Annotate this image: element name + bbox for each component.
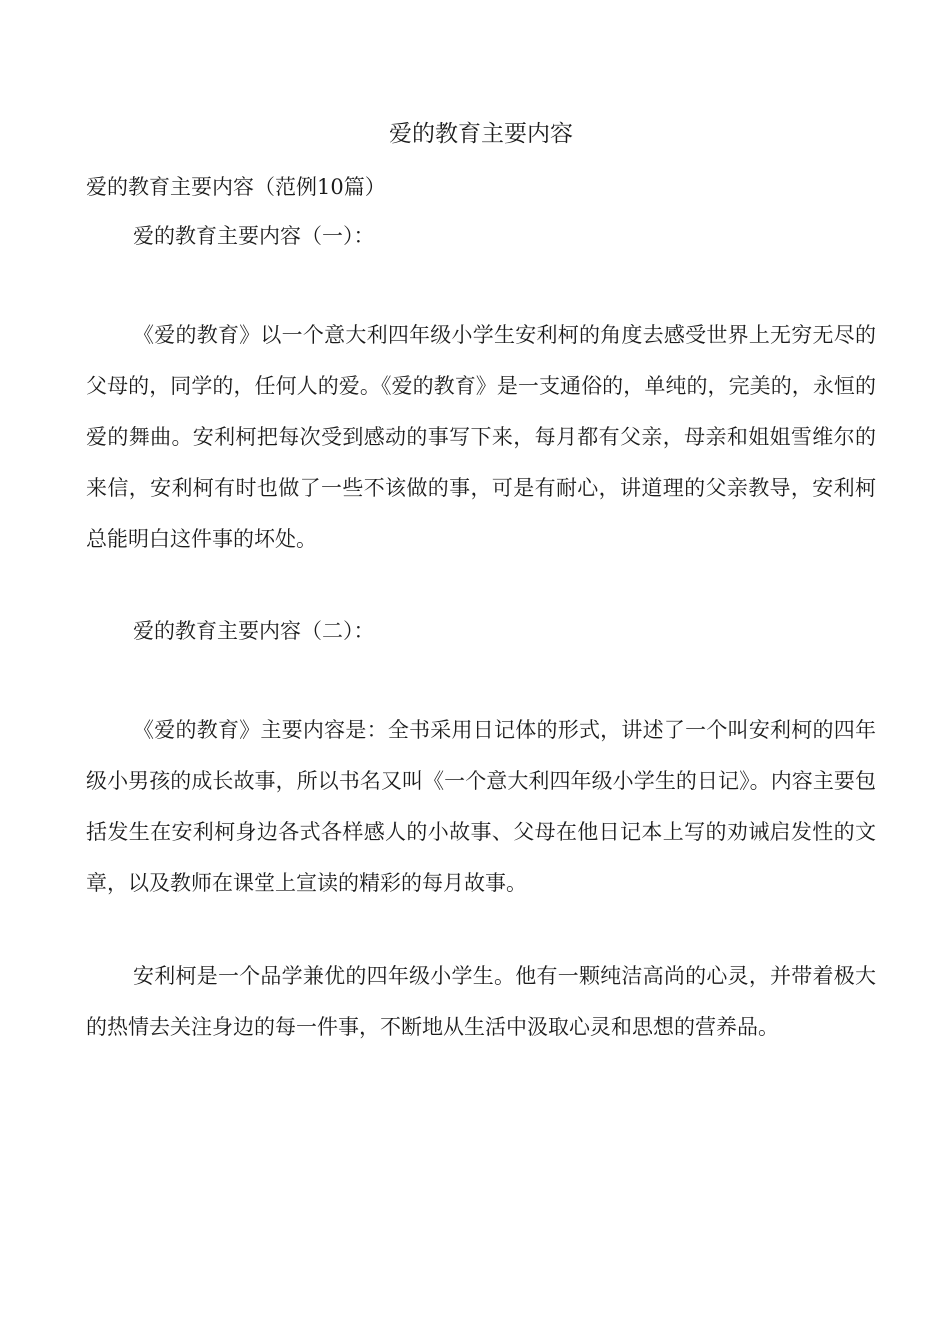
paragraph-2: 《爱的教育》主要内容是：全书采用日记体的形式，讲述了一个叫安利柯的四年级小男孩的成长故事，所以书名又叫《一个意大利四年级小学生的日记》。内容主要包括发生在安利柯身边各式各样感人的小故事、父母在他日记本上写的劝诫启发性的文章，以及教师在课堂上宣读的精彩的每月故事。 bbox=[86, 718, 876, 895]
section-heading-2: 爱的教育主要内容（二）： bbox=[133, 619, 375, 643]
document-title: 爱的教育主要内容 bbox=[389, 121, 573, 147]
paragraph-1: 《爱的教育》以一个意大利四年级小学生安利柯的角度去感受世界上无穷无尽的父母的，同学的，任何人的爱。《爱的教育》是一支通俗的，单纯的，完美的，永恒的爱的舞曲。安利柯把每次受到感动的事写下来，每月都有父亲，母亲和姐姐雪维尔的来信，安利柯有时也做了一些不该做的事，可是有耐心，讲道理的父亲教导，安利柯总能明白这件事的坏处。 bbox=[86, 323, 876, 551]
section-heading-1: 爱的教育主要内容（一）： bbox=[133, 224, 375, 248]
document-subtitle: 爱的教育主要内容（范例10篇） bbox=[86, 175, 386, 199]
paragraph-3: 安利柯是一个品学兼优的四年级小学生。他有一颗纯洁高尚的心灵，并带着极大的热情去关注身边的每一件事，不断地从生活中汲取心灵和思想的营养品。 bbox=[86, 964, 876, 1039]
